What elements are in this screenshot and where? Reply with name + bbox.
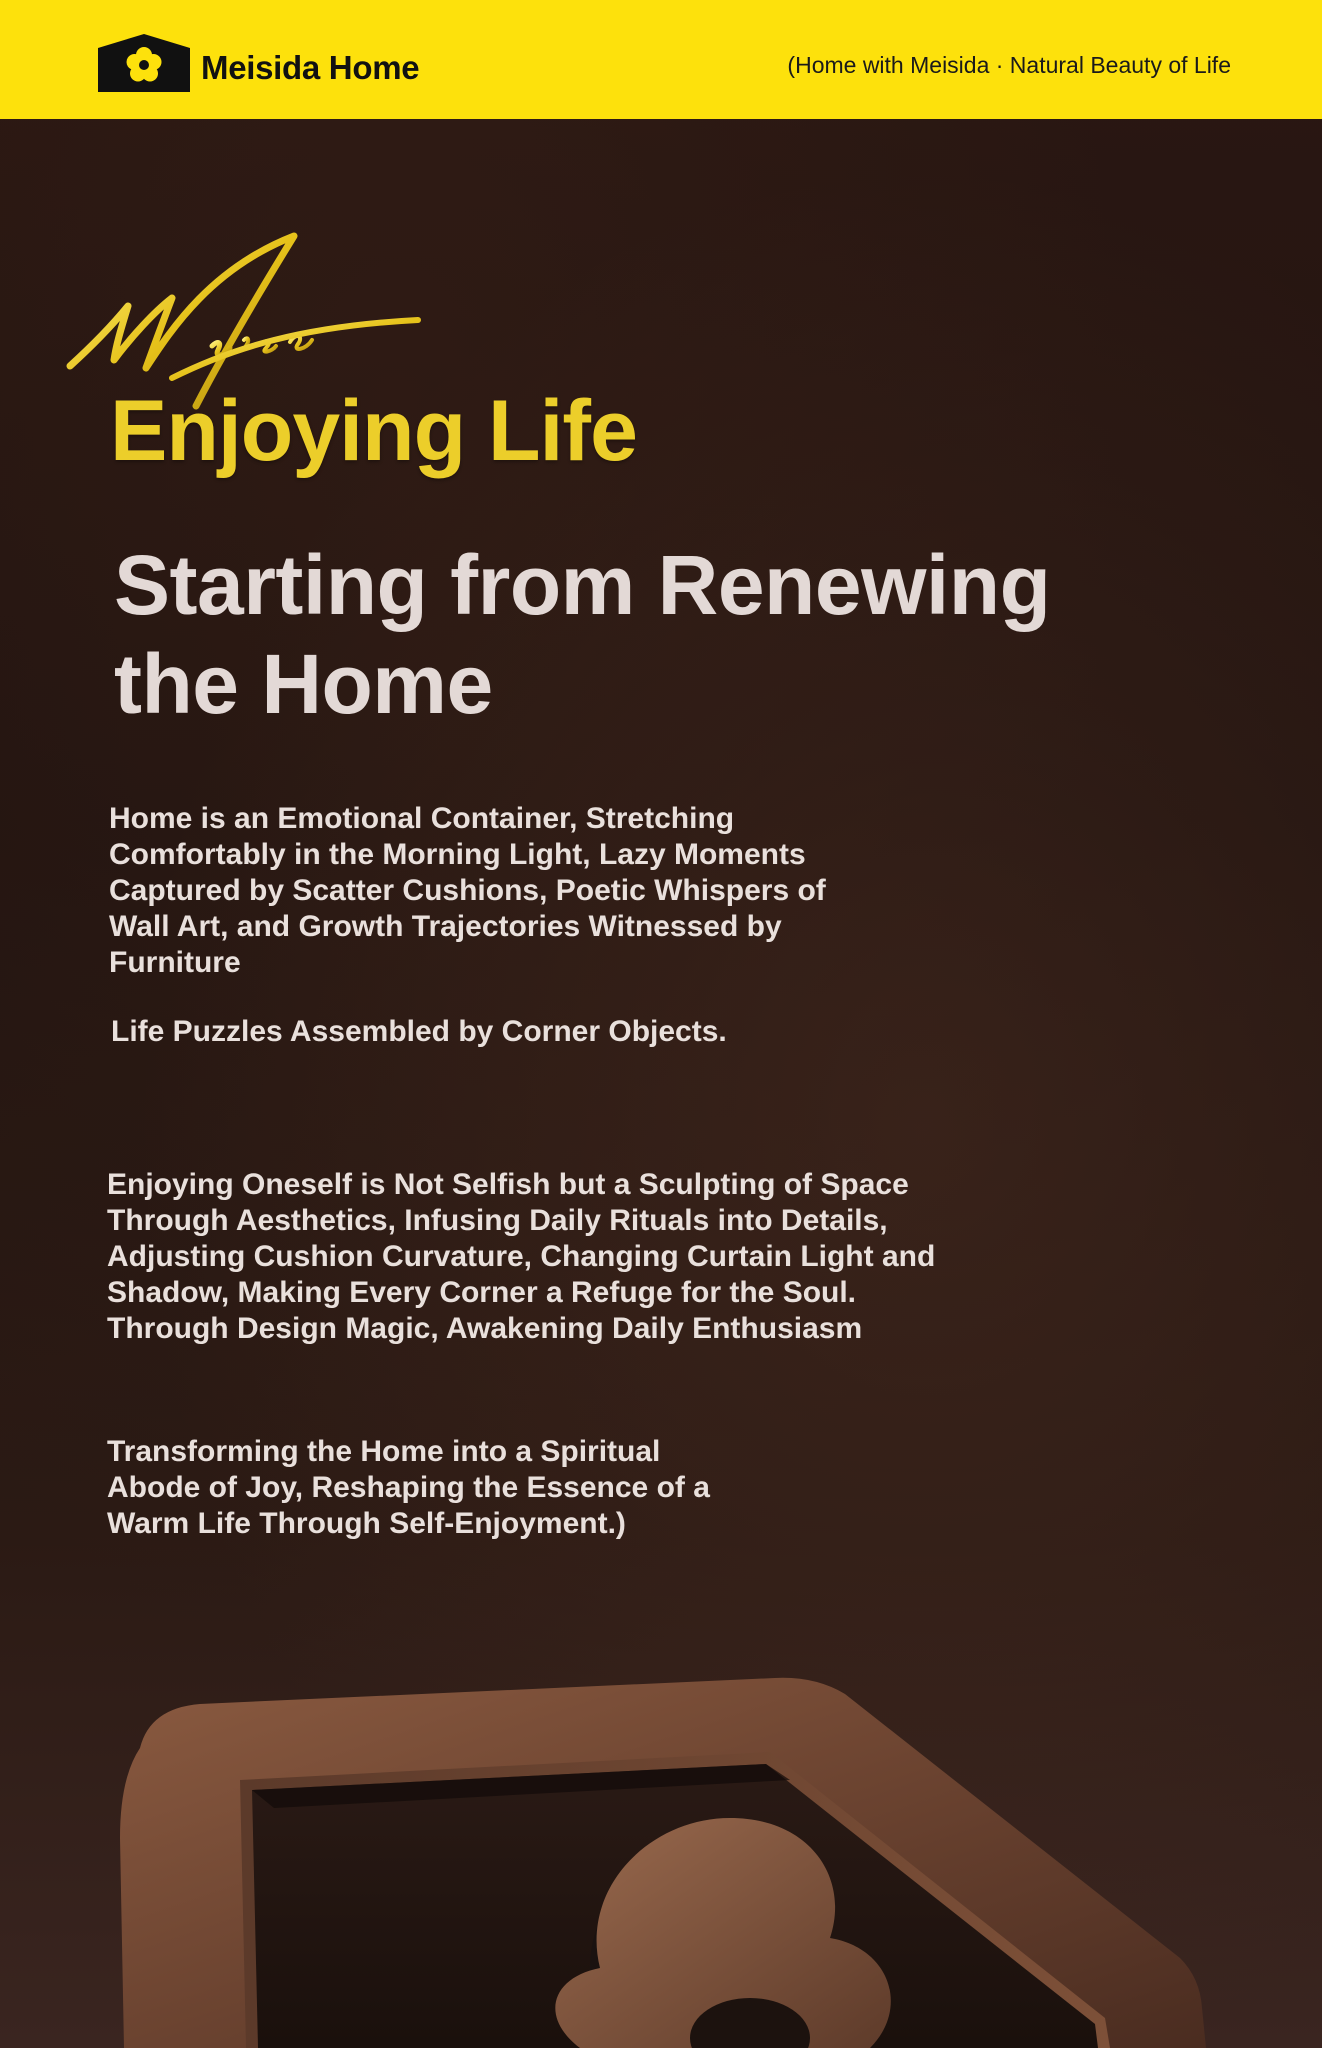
wooden-frame-image — [110, 1668, 1220, 2048]
header-bar — [0, 0, 1322, 119]
header-tagline: (Home with Meisida · Natural Beauty of Life — [787, 52, 1231, 78]
brand-name: Meisida Home — [201, 49, 420, 86]
heading-enjoying-life: Enjoying Life — [110, 383, 637, 479]
house-flower-logo-icon — [98, 34, 190, 92]
body-paragraph-3: Enjoying Oneself is Not Selfish but a Sculpting of Space Through Aesthetics, Infusing Daily Rituals into Details, Adjusting Cushion Curvature, Changing Curtain Light and Shadow, Making Every Corner a Refuge for the Soul. Through Design Magic, Awakening Daily Enthusiasm — [107, 1168, 936, 1345]
body-paragraph-4: Transforming the Home into a Spiritual Abode of Joy, Reshaping the Essence of a Warm Life Through Self-Enjoyment.) — [107, 1435, 710, 1540]
heading-main: Starting from Renewing the Home — [114, 538, 1051, 731]
body-paragraph-2: Life Puzzles Assembled by Corner Objects. — [111, 1015, 727, 1048]
body-paragraph-1: Home is an Emotional Container, Stretching Comfortably in the Morning Light, Lazy Moments Captured by Scatter Cushions, Poetic Whispers of Wall Art, and Growth Trajectories Witnessed by Furniture — [109, 802, 826, 979]
